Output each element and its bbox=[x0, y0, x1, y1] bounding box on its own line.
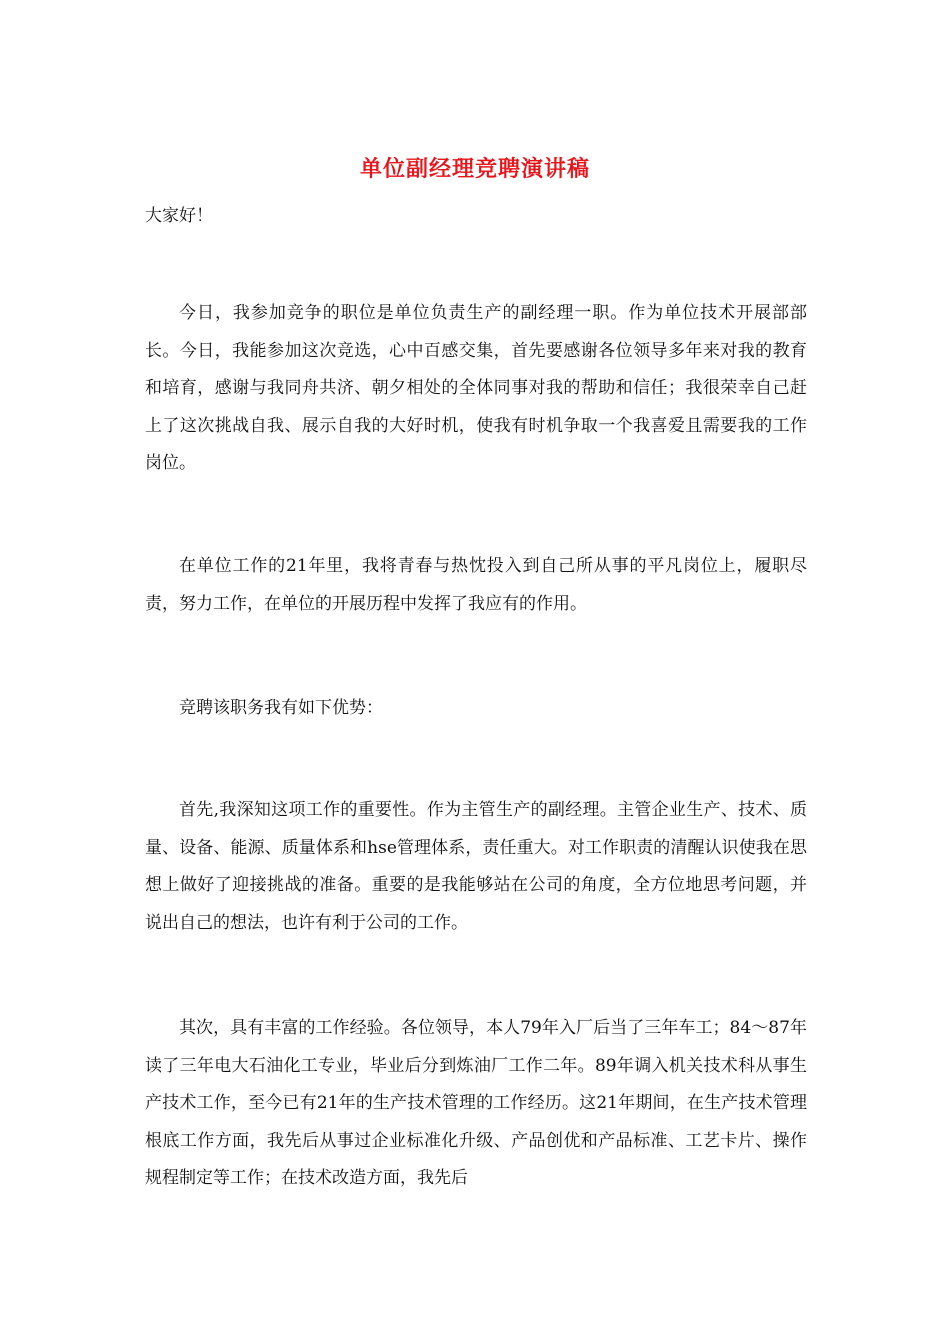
paragraph: 竞聘该职务我有如下优势： bbox=[179, 698, 383, 718]
paragraph: 在单位工作的21年里，我将青春与热忱投入到自己所从事的平凡岗位上，履职尽责，努力工作，在单位的开展历程中发挥了我应有的作用。 bbox=[145, 556, 807, 614]
paragraph: 今日，我参加竞争的职位是单位负责生产的副经理一职。作为单位技术开展部部长。今日，我能参加这次竞选，心中百感交集，首先要感谢各位领导多年来对我的教育和培育，感谢与我同舟共济、朝夕相处的全体同事对我的帮助和信任；我很荣幸自己赶上了这次挑战自我、展示自我的大好时机，使我有时机争取一个我喜爱且需要我的工作岗位。 bbox=[145, 303, 807, 473]
document-title: 单位副经理竞聘演讲稿 bbox=[359, 156, 590, 182]
paragraph: 其次，具有丰富的工作经验。各位领导，本人79年入厂后当了三年车工；84～87年读了三年电大石油化工专业，毕业后分到炼油厂工作二年。89年调入机关技术科从事生产技术工作，至今已有21年的生产技术管理的工作经历。这21年期间，在生产技术管理根底工作方面，我先后从事过企业标准化升级、产品创优和产品标准、工艺卡片、操作规程制定等工作；在技术改造方面，我先后 bbox=[145, 1018, 807, 1188]
greeting-text: 大家好！ bbox=[145, 206, 213, 226]
paragraph: 首先,我深知这项工作的重要性。作为主管生产的副经理。主管企业生产、技术、质量、设备、能源、质量体系和hse管理体系，责任重大。对工作职责的清醒认识使我在思想上做好了迎接挑战的准备。重要的是我能够站在公司的角度，全方位地思考问题，并说出自己的想法，也许有利于公司的工作。 bbox=[145, 800, 807, 933]
